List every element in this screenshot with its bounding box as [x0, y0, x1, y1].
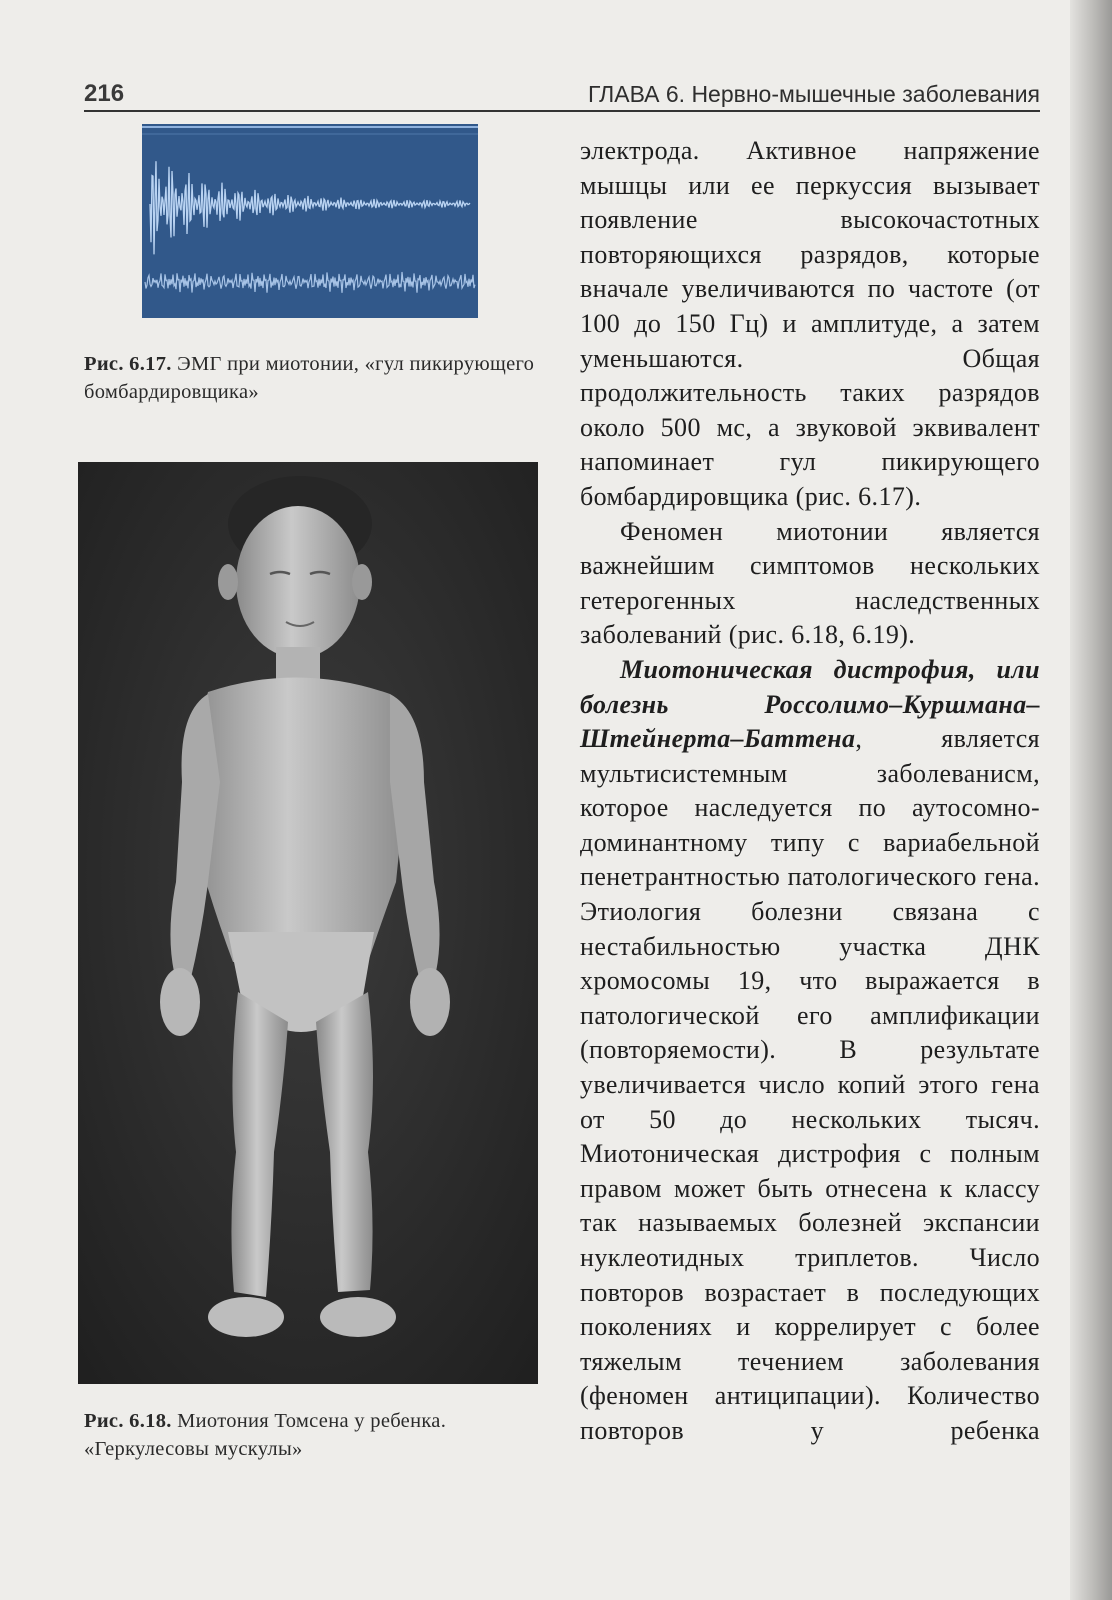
figure-label: Рис. 6.17. — [84, 353, 172, 375]
figure-6-18-caption — [84, 1407, 544, 1463]
page-number: 216 — [84, 80, 125, 107]
disease-term: Миотоническая дистрофия, или болезнь Россолимо–Куршмана–Штейнерта–Баттена — [580, 654, 1040, 754]
paragraph: электрода. Активное напряжение мышцы или ее перкуссия вызывает появление высокочастотных повторяющихся разрядов, которые вначале увеличиваются по частоте (от 100 до 150 Гц) и амплитуде, а затем уменьшаются. Общая продолжительность таких разрядов около 500 мс, а звуковой эквивалент напоминает гул пикирующего бомбардировщика (рис. 6.17). — [580, 136, 1040, 511]
figure-label: Рис. 6.18. — [84, 1410, 172, 1432]
paragraph-text: , является мультисистемным заболеванисм, которое наследуется по аутосомно-доминантному типу с вариабельной пенетрантностью патологического гена. Этиология болезни связана с нестабильностью участка ДНК хромосомы 19, что выражается в патологической его амплификации (повторяемости). В результате увеличивается число копий этого гена от 50 до нескольких тысяч. Миотоническая дистрофия с полным правом может быть отнесена к классу так называемых болезней экспансии нуклеотидных триплетов. Число повторов возрастает в последующих поколениях и коррелирует с более тяжелым течением заболевания (феномен антиципации). Количество повторов у ребенка — [580, 724, 1040, 1445]
figure-caption-text: ЭМГ при миотонии, «гул пикирующего бомбардировщика» — [84, 353, 535, 403]
figure-6-17-caption — [84, 350, 544, 406]
paragraph — [580, 653, 1040, 1449]
emg-image — [142, 124, 478, 318]
text-column — [580, 134, 1040, 1449]
page-gutter-shadow — [1070, 0, 1112, 1600]
patient-photo — [78, 462, 538, 1384]
figure-caption-text: Миотония Томсена у ребенка. «Геркулесовы мускулы» — [84, 1410, 447, 1460]
running-header: ГЛАВА 6. Нервно-мышечные заболевания — [587, 81, 1040, 107]
paragraph: Феномен миотонии является важнейшим симптомов нескольких гетерогенных наследственных заболеваний (рис. 6.18, 6.19). — [580, 516, 1040, 650]
header-rule — [84, 110, 1040, 112]
